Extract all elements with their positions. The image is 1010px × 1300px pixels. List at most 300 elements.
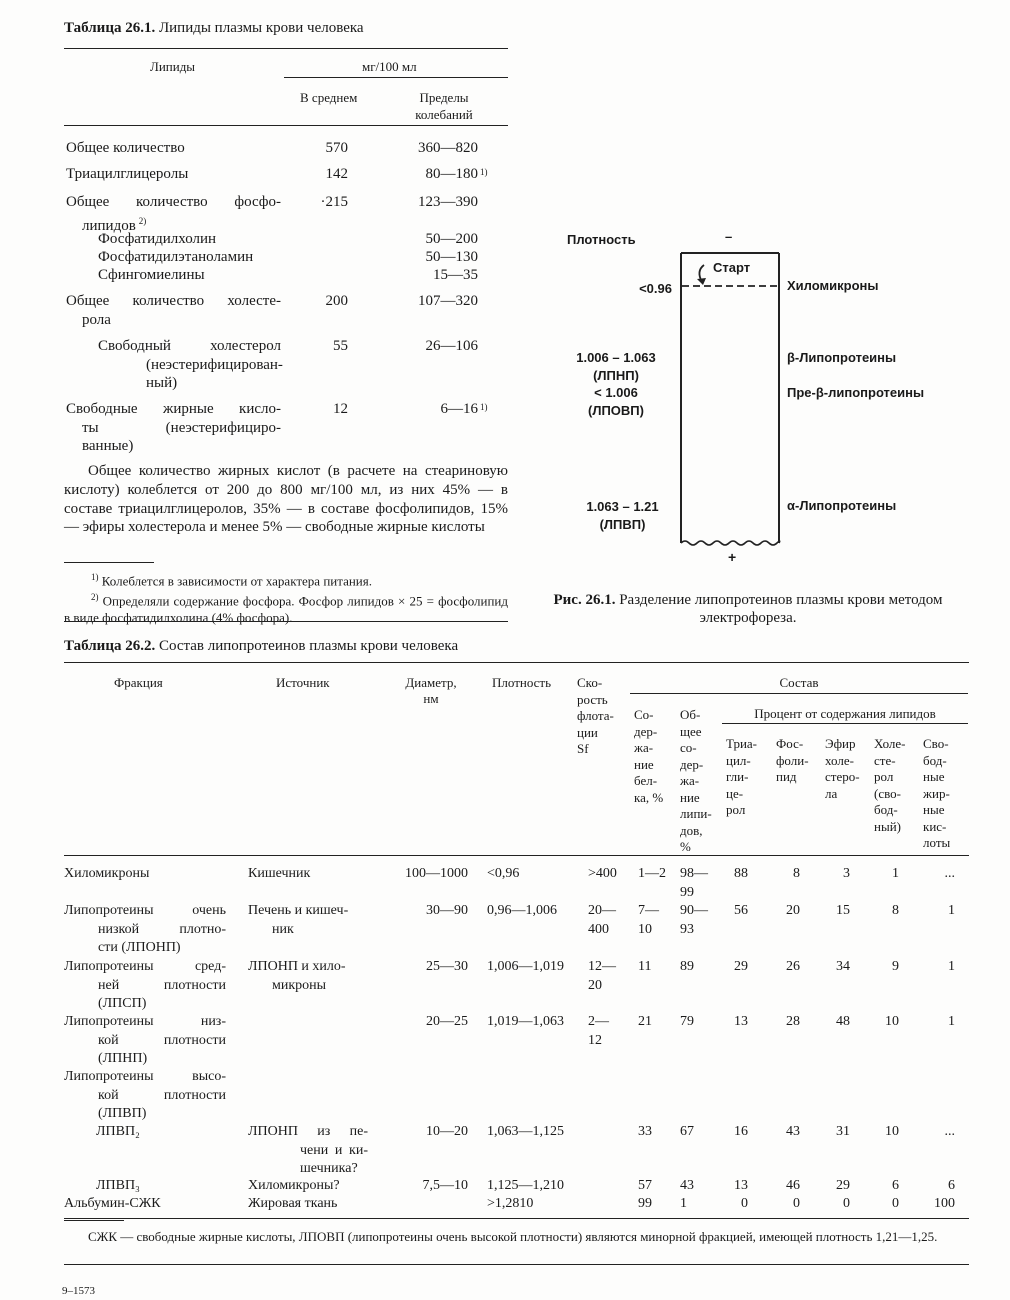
header-free-fatty-acids-line: бод- xyxy=(923,752,947,768)
header-total-lipid-line: % xyxy=(680,839,691,854)
density-value: 0,96—1,006 xyxy=(487,903,557,918)
header-protein-line: ние xyxy=(634,756,654,772)
diameter-value: 25—30 xyxy=(426,959,468,974)
protein-percent-value-line: 99 xyxy=(638,1196,652,1211)
lipid-range-value xyxy=(390,337,478,355)
table1-footnote-1 xyxy=(64,569,508,589)
header-source: Источник xyxy=(276,675,330,690)
fraction-name-line: Хиломикроны xyxy=(64,866,150,881)
lipid-name-line: (неэстерифицирован- xyxy=(146,356,283,373)
lipid-name-line: Общее количество фосфо- xyxy=(66,194,281,210)
cathode-minus: – xyxy=(725,229,733,244)
flotation-rate-value xyxy=(588,865,632,884)
label-beta-lipoproteins: β-Липопротеины xyxy=(787,350,897,365)
table1-header-range-line2: колебаний xyxy=(415,107,473,122)
density-vldl-abbr: (ЛПОВП) xyxy=(588,402,644,418)
header-protein-line: бел- xyxy=(634,773,658,788)
header-total-lipid xyxy=(680,707,722,856)
source-name-line: ЛПОНП из пе- xyxy=(248,1124,368,1139)
header-flotation-rate-line: рость xyxy=(577,691,608,707)
table2-caption-text: Состав липопротеинов плазмы крови человека xyxy=(158,638,459,654)
header-total-lipid-line: жа- xyxy=(680,773,700,788)
lipid-mean-value: 570 xyxy=(325,140,348,156)
lipid-range-value xyxy=(390,292,478,310)
source-name-line: Хиломикроны? xyxy=(248,1178,340,1193)
label-alpha-lipoproteins: α-Липопротеины xyxy=(787,498,897,513)
source-name-line: Печень и кишеч- xyxy=(248,903,349,918)
fraction-name xyxy=(64,865,226,884)
total-lipid-percent-value-line: 1 xyxy=(680,1196,687,1211)
triacylglycerol-value: 13 xyxy=(734,1014,748,1029)
table1-row xyxy=(0,337,510,397)
fraction-name xyxy=(64,1195,226,1214)
header-phospholipid xyxy=(776,736,822,786)
range-text: 26—106 xyxy=(425,338,478,354)
cholesterol-ester-value: 34 xyxy=(836,959,850,974)
figure-caption-label: Рис. 26.1. xyxy=(553,592,616,608)
total-lipid-percent-value-line: 79 xyxy=(680,1014,694,1029)
composition-rule xyxy=(630,693,968,694)
header-fraction: Фракция xyxy=(114,675,163,690)
triacylglycerol-value: 13 xyxy=(734,1178,748,1193)
header-free-cholesterol-line: Холе- xyxy=(874,736,906,751)
strip-wavy-edge xyxy=(681,541,780,545)
fraction-name xyxy=(64,902,226,958)
lipid-name-line: Свободный холестерол xyxy=(98,338,281,354)
flotation-rate-value-line: 12— xyxy=(588,959,616,974)
header-triacylglycerol-line: рол xyxy=(726,802,746,817)
flotation-rate-value xyxy=(588,1013,632,1050)
phospholipid-value: 0 xyxy=(793,1196,800,1211)
total-lipid-percent-value xyxy=(680,1195,720,1214)
fraction-name xyxy=(96,1177,226,1196)
header-phospholipid-line: Фос- xyxy=(776,736,804,751)
density-hdl-range: 1.063 – 1.21 xyxy=(586,499,659,514)
header-free-cholesterol-line: ный) xyxy=(874,818,901,834)
header-cholesterol-ester-line: ла xyxy=(825,785,838,801)
fraction-name xyxy=(64,1013,226,1069)
header-triacylglycerol-line: це- xyxy=(726,785,744,801)
total-lipid-percent-value xyxy=(680,1123,720,1142)
total-lipid-percent-value xyxy=(680,1177,720,1196)
fraction-name-line: (ЛПНП) xyxy=(98,1051,148,1066)
free-fatty-acids-value: 1 xyxy=(948,903,955,918)
table2-caption-label: Таблица 26.2. xyxy=(64,638,156,654)
fraction-name-line: ЛПВП₂ xyxy=(96,1124,140,1139)
protein-percent-value-line: 21 xyxy=(638,1014,652,1029)
source-name-line: ник xyxy=(272,921,294,937)
fraction-name-line: кой плотности xyxy=(98,1032,226,1048)
table1-header-mean: В среднем xyxy=(300,90,358,105)
lipid-name xyxy=(66,139,281,158)
table2-header-rule xyxy=(64,855,969,856)
lipid-name-line: Свободные жирные кисло- xyxy=(66,401,281,417)
page-code: 9–1573 xyxy=(62,1285,95,1297)
strip-outline xyxy=(681,253,779,543)
range-text: 80—180 xyxy=(425,166,478,182)
lipid-name-line: Фосфатидилхолин xyxy=(98,231,217,247)
header-cholesterol-ester xyxy=(825,736,871,802)
phospholipid-value: 43 xyxy=(786,1124,800,1139)
range-text: 50—130 xyxy=(425,249,478,265)
triacylglycerol-value: 16 xyxy=(734,1124,748,1139)
lipid-name-line: ты (неэстерифициро- xyxy=(82,419,281,436)
table1-caption-text: Липиды плазмы крови человека xyxy=(158,20,364,36)
header-total-lipid-line: липи- xyxy=(680,806,712,821)
header-total-lipid-line: щее xyxy=(680,723,702,739)
source-name-line: чени и ки- xyxy=(300,1142,368,1158)
fraction-name-line: Альбумин-СЖК xyxy=(64,1196,161,1211)
phospholipid-value: 46 xyxy=(786,1178,800,1193)
total-lipid-percent-value-line: 98— xyxy=(680,866,708,881)
table1-bottom-rule xyxy=(64,621,508,622)
range-text: 50—200 xyxy=(425,231,478,247)
phospholipid-value: 20 xyxy=(786,903,800,918)
diameter-value: 100—1000 xyxy=(405,866,468,881)
protein-percent-value xyxy=(638,865,678,884)
cholesterol-ester-value: 0 xyxy=(843,1196,850,1211)
label-prebeta-lipoproteins: Пре-β-липопротеины xyxy=(787,385,925,400)
protein-percent-value xyxy=(638,1177,678,1196)
range-text: 360—820 xyxy=(418,140,478,156)
lipid-name-line: Фосфатидилэтаноламин xyxy=(98,249,254,265)
header-phospholipid-line: пид xyxy=(776,769,797,784)
range-text: 107—320 xyxy=(418,293,478,309)
lipid-name-line: ванные) xyxy=(82,438,134,454)
density-title: Плотность xyxy=(567,232,636,247)
lipid-name xyxy=(66,193,281,235)
source-name xyxy=(248,958,373,995)
header-total-lipid-line: Об- xyxy=(680,707,701,722)
lipid-name xyxy=(66,165,281,184)
lipid-name-line: Сфингомиелины xyxy=(98,267,205,283)
density-ldl-vldl xyxy=(560,349,672,419)
lipid-name xyxy=(98,266,281,285)
fraction-name-line: (ЛПСП) xyxy=(98,996,147,1011)
footnote-ref: 1) xyxy=(480,402,488,412)
lipid-mean-value: ·215 xyxy=(320,194,348,210)
table2-top-rule xyxy=(64,662,969,663)
fraction-name xyxy=(96,1123,226,1142)
lipid-range-value xyxy=(390,193,478,211)
lipid-name-line2 xyxy=(66,419,281,438)
header-free-fatty-acids-line: лоты xyxy=(923,835,951,850)
table1-header-range-line1: Пределы xyxy=(419,90,469,105)
footnote-mark: 1) xyxy=(91,572,99,582)
header-diameter-unit: нм xyxy=(423,691,439,706)
lipid-name-line: рола xyxy=(82,311,111,328)
footnote-text: Определяли содержание фосфора. Фосфор липидов × 25 = фосфолипид в виде фосфатидилхолина (4% фосфора). xyxy=(64,593,509,625)
table2-bottom-rule xyxy=(64,1264,969,1265)
header-triacylglycerol xyxy=(726,736,772,819)
cholesterol-ester-value: 29 xyxy=(836,1178,850,1193)
header-total-lipid-line: дер- xyxy=(680,756,704,772)
footnote-ref: 1) xyxy=(480,167,488,177)
header-total-lipid-line: дов, xyxy=(680,822,703,838)
lipid-name-line: Общее количество холесте- xyxy=(66,293,281,309)
table1-header-rule xyxy=(64,125,508,126)
table2-footnote-separator xyxy=(64,1220,124,1221)
fraction-name-line: ней плотности xyxy=(98,977,226,993)
lipid-mean-value: 12 xyxy=(333,401,348,417)
table1-caption xyxy=(64,20,364,37)
label-chylomicrons: Хиломикроны xyxy=(787,278,879,293)
table2-row xyxy=(0,902,1010,955)
density-value: 1,006—1,019 xyxy=(487,959,564,974)
density-hdl xyxy=(575,498,670,533)
triacylglycerol-value: 29 xyxy=(734,959,748,974)
source-name-line: ЛПОНП и хило- xyxy=(248,959,346,974)
header-cholesterol-ester-line: Эфир xyxy=(825,736,856,751)
header-free-cholesterol-line: рол xyxy=(874,769,894,784)
header-triacylglycerol-line: гли- xyxy=(726,769,749,784)
protein-percent-value-line: 11 xyxy=(638,959,652,974)
protein-percent-value xyxy=(638,1195,678,1214)
lipid-name xyxy=(66,400,281,456)
free-fatty-acids-value: 1 xyxy=(948,959,955,974)
footnote-separator xyxy=(64,562,154,563)
header-triacylglycerol-line: Триа- xyxy=(726,736,758,751)
lipid-name-line2 xyxy=(98,356,281,375)
header-flotation-rate xyxy=(577,675,627,758)
protein-percent-value-line: 10 xyxy=(638,921,652,937)
diameter-value: 20—25 xyxy=(426,1014,468,1029)
header-free-fatty-acids-line: ные xyxy=(923,802,945,817)
protein-percent-value xyxy=(638,958,678,977)
protein-percent-value-line: 1—2 xyxy=(638,866,666,881)
fraction-name-line: (ЛПВП) xyxy=(98,1106,147,1121)
free-cholesterol-value: 9 xyxy=(892,959,899,974)
triacylglycerol-value: 88 xyxy=(734,866,748,881)
fraction-name-line: низкой плотно- xyxy=(98,921,226,937)
total-lipid-percent-value-line: 43 xyxy=(680,1178,694,1193)
table2-footnote: СЖК — свободные жирные кислоты, ЛПОВП (липопротеины очень высокой плотности) являются минорной фракцией, имеющей плотность 1,21—1,25. xyxy=(88,1229,938,1244)
free-fatty-acids-value: ... xyxy=(944,1124,955,1139)
table2-caption xyxy=(64,638,458,655)
header-percent-lipids: Процент от содержания липидов xyxy=(754,706,936,721)
table1-top-rule xyxy=(64,48,508,49)
lipid-name xyxy=(98,230,281,249)
table1-header-range xyxy=(414,89,474,123)
flotation-rate-value-line: 2— xyxy=(588,1014,609,1029)
header-protein xyxy=(634,707,676,806)
cholesterol-ester-value: 48 xyxy=(836,1014,850,1029)
figure-caption xyxy=(528,591,968,627)
free-fatty-acids-value: 100 xyxy=(934,1196,955,1211)
fraction-name xyxy=(64,1068,226,1124)
figure-caption-text: Разделение липопротеинов плазмы крови методом электрофореза. xyxy=(619,592,943,626)
free-cholesterol-value: 8 xyxy=(892,903,899,918)
table2-row xyxy=(0,1068,1010,1121)
triacylglycerol-value: 56 xyxy=(734,903,748,918)
flotation-rate-value-line: 12 xyxy=(588,1032,602,1048)
density-value: 1,019—1,063 xyxy=(487,1014,564,1029)
source-name xyxy=(248,865,373,884)
flotation-rate-value xyxy=(588,958,632,995)
lipid-name xyxy=(66,292,281,329)
flotation-rate-value-line: 20 xyxy=(588,977,602,993)
range-text: 123—390 xyxy=(418,194,478,210)
header-flotation-rate-line: Sf xyxy=(577,741,589,756)
free-cholesterol-value: 0 xyxy=(892,1196,899,1211)
total-lipid-percent-value-line: 67 xyxy=(680,1124,694,1139)
fraction-name xyxy=(64,958,226,1014)
density-chylomicrons: <0.96 xyxy=(639,281,672,296)
total-lipid-percent-value-line: 89 xyxy=(680,959,694,974)
phospholipid-value: 26 xyxy=(786,959,800,974)
start-label: Старт xyxy=(713,260,751,275)
header-flotation-rate-line: флота- xyxy=(577,708,614,723)
protein-percent-value-line: 7— xyxy=(638,903,659,918)
header-free-fatty-acids-line: жир- xyxy=(923,785,950,801)
lipid-name-line: Общее количество xyxy=(66,140,185,156)
cholesterol-ester-value: 15 xyxy=(836,903,850,918)
source-name xyxy=(248,1123,368,1179)
table1-row xyxy=(0,400,510,460)
lipid-name-line2 xyxy=(66,311,281,330)
fraction-name-line: ЛПВП₃ xyxy=(96,1178,140,1193)
density-ldl-range: 1.006 – 1.063 xyxy=(576,350,656,365)
table1-units-rule xyxy=(284,77,508,78)
table2-row xyxy=(0,1195,1010,1213)
density-vldl-range: < 1.006 xyxy=(594,385,638,400)
total-lipid-percent-value-line: 90— xyxy=(680,903,708,918)
density-value: 1,125—1,210 xyxy=(487,1178,564,1193)
lipid-range-value xyxy=(390,165,478,183)
header-total-lipid-line: со- xyxy=(680,740,697,755)
anode-plus: + xyxy=(728,549,737,565)
header-free-fatty-acids-line: кис- xyxy=(923,818,947,834)
phospholipid-value: 28 xyxy=(786,1014,800,1029)
lipid-mean-value: 142 xyxy=(325,166,348,182)
lipid-name xyxy=(98,337,281,393)
free-fatty-acids-value: 6 xyxy=(948,1178,955,1193)
fraction-name-line: сти (ЛПОНП) xyxy=(98,940,181,955)
header-free-cholesterol-line: (сво- xyxy=(874,785,901,801)
header-free-fatty-acids-line: Сво- xyxy=(923,736,949,751)
source-name-line: микроны xyxy=(272,977,327,993)
table1-caption-label: Таблица 26.1. xyxy=(64,20,156,36)
table1-footnotes xyxy=(64,569,508,626)
table2-row xyxy=(0,865,1010,900)
free-cholesterol-value: 10 xyxy=(885,1124,899,1139)
header-protein-line: дер- xyxy=(634,723,658,739)
lipid-name-line: липидов xyxy=(82,217,136,234)
density-value: <0,96 xyxy=(487,866,520,881)
header-density: Плотность xyxy=(492,675,552,690)
total-lipid-percent-value xyxy=(680,865,720,902)
total-lipid-percent-value xyxy=(680,958,720,977)
total-lipid-percent-value xyxy=(680,1013,720,1032)
source-name-line: Жировая ткань xyxy=(248,1196,338,1211)
footnote-ref: 2) xyxy=(138,215,147,226)
fraction-name-line: Липопротеины очень xyxy=(64,903,226,918)
header-free-cholesterol-line: сте- xyxy=(874,752,896,768)
table1-header-lipids: Липиды xyxy=(150,59,196,74)
header-flotation-rate-line: Ско- xyxy=(577,675,603,690)
table2-row xyxy=(0,1177,1010,1195)
lipid-name-line: Триацилглицеролы xyxy=(66,166,189,182)
diameter-value: 10—20 xyxy=(426,1124,468,1139)
density-ldl-abbr: (ЛПНП) xyxy=(593,367,639,383)
header-protein-line: Со- xyxy=(634,707,654,722)
header-free-cholesterol-line: бод- xyxy=(874,802,898,817)
header-protein-line: жа- xyxy=(634,740,654,755)
free-fatty-acids-value: 1 xyxy=(948,1014,955,1029)
protein-percent-value-line: 57 xyxy=(638,1178,652,1193)
header-protein-line: ка, % xyxy=(634,789,664,805)
header-composition: Состав xyxy=(779,675,819,690)
flotation-rate-value-line: >400 xyxy=(588,866,617,881)
total-lipid-percent-value-line: 93 xyxy=(680,921,694,937)
table2-row xyxy=(0,1013,1010,1066)
table2-row xyxy=(0,958,1010,1011)
header-free-fatty-acids xyxy=(923,736,969,852)
free-cholesterol-value: 10 xyxy=(885,1014,899,1029)
lipid-range-value xyxy=(390,248,478,266)
protein-percent-value xyxy=(638,1013,678,1032)
cholesterol-ester-value: 31 xyxy=(836,1124,850,1139)
header-cholesterol-ester-line: стеро- xyxy=(825,769,860,784)
header-cholesterol-ester-line: холе- xyxy=(825,752,854,768)
total-lipid-percent-value-line: 99 xyxy=(680,884,694,900)
lipid-range-value xyxy=(390,139,478,157)
free-fatty-acids-value: ... xyxy=(944,866,955,881)
source-name xyxy=(248,1177,373,1196)
fraction-name-line: кой плотности xyxy=(98,1087,226,1103)
lipid-range-value xyxy=(390,266,478,284)
source-name xyxy=(248,902,373,939)
phospholipid-value: 8 xyxy=(793,866,800,881)
percent-lipids-rule xyxy=(722,723,968,724)
table2-body-bottom-rule xyxy=(64,1218,969,1219)
triacylglycerol-value: 0 xyxy=(741,1196,748,1211)
cholesterol-ester-value: 3 xyxy=(843,866,850,881)
table1-header-units: мг/100 мл xyxy=(362,59,417,74)
flotation-rate-value-line: 20— xyxy=(588,903,616,918)
density-value: 1,063—1,125 xyxy=(487,1124,564,1139)
table2-row xyxy=(0,1123,1010,1176)
flotation-rate-value-line: 400 xyxy=(588,921,609,937)
range-text: 6—16 xyxy=(440,401,478,417)
lipid-name-line: ный) xyxy=(146,375,178,391)
free-cholesterol-value: 6 xyxy=(892,1178,899,1193)
header-diameter: Диаметр, xyxy=(405,675,457,690)
fraction-name-line: Липопротеины низ- xyxy=(64,1014,226,1029)
density-hdl-abbr: (ЛПВП) xyxy=(599,516,646,532)
arrow-head-icon xyxy=(697,278,706,285)
header-free-cholesterol xyxy=(874,736,920,835)
lipid-range-value xyxy=(390,230,478,248)
protein-percent-value xyxy=(638,1123,678,1142)
header-total-lipid-line: ние xyxy=(680,789,700,805)
free-cholesterol-value: 1 xyxy=(892,866,899,881)
fraction-name-line: Липопротеины высо- xyxy=(64,1069,226,1084)
source-name-line: шечника? xyxy=(300,1161,358,1176)
fatty-acids-paragraph: Общее количество жирных кислот (в расчете на стеариновую кислоту) колеблется от 200 до 800 мг/100 мл, из них 45% — в составе триацилглицеролов, 35% — в составе фосфолипидов, 15% — эфиры холестерола и менее 5% — свободные жирные кислоты xyxy=(64,463,508,536)
header-phospholipid-line: фоли- xyxy=(776,752,809,768)
lipid-mean-value: 55 xyxy=(333,338,348,354)
range-text: 15—35 xyxy=(433,267,478,283)
protein-percent-value-line: 33 xyxy=(638,1124,652,1139)
lipid-mean-value: 200 xyxy=(325,293,348,309)
source-name xyxy=(248,1195,373,1214)
diameter-value: 30—90 xyxy=(426,903,468,918)
flotation-rate-value xyxy=(588,902,632,939)
density-value: >1,2810 xyxy=(487,1196,534,1211)
header-triacylglycerol-line: цил- xyxy=(726,752,751,768)
footnote-mark: 2) xyxy=(91,592,99,603)
